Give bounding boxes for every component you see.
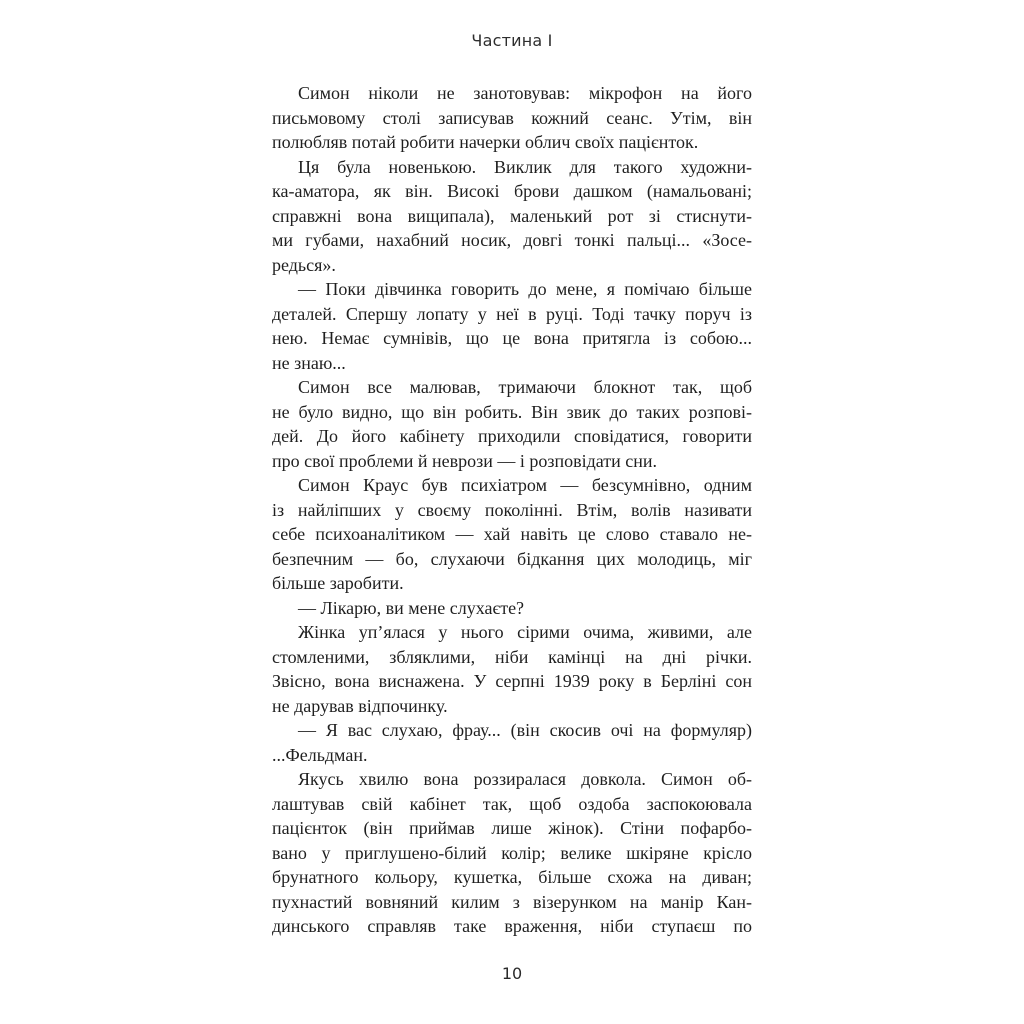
text-line: письмовому столі записував кожний сеанс. Утім, він bbox=[272, 107, 752, 128]
text-line: полюбляв потай робити начерки облич своїх пацієнток. bbox=[272, 132, 699, 152]
text-line: пухнастий вовняний килим з візерунком на манір Кан- bbox=[272, 891, 752, 912]
text-line: деталей. Спершу лопату у неї в руці. Тоді тачку поруч із bbox=[272, 303, 752, 324]
text-line: — Лікарю, ви мене слухаєте? bbox=[298, 597, 525, 618]
text-line: брунатного кольору, кушетка, більше схожа на диван; bbox=[272, 867, 752, 887]
text-line: Симон ніколи не занотовував: мікрофон на його bbox=[298, 83, 752, 103]
text-line: не дарував відпочинку. bbox=[272, 695, 448, 716]
text-line: Жінка уп’ялася у нього сірими очима, живими, але bbox=[298, 622, 752, 642]
text-line: нею. Немає сумнівів, що це вона притягла із собою... bbox=[272, 328, 752, 348]
text-line: Якусь хвилю вона роззиралася довкола. Симон об- bbox=[298, 769, 752, 789]
paragraph bbox=[272, 375, 752, 473]
text-line: не знаю... bbox=[272, 352, 346, 373]
text-line: пацієнток (він приймав лише жінок). Стіни пофарбо- bbox=[272, 818, 752, 838]
text-line: себе психоаналітиком — хай навіть це слово ставало не- bbox=[272, 524, 752, 544]
chapter-running-head: Частина I bbox=[471, 31, 553, 50]
text-line: Звісно, вона виснажена. У серпні 1939 року в Берліні сон bbox=[272, 671, 752, 691]
text-line: — Поки дівчинка говорить до мене, я помічаю більше bbox=[298, 279, 752, 299]
paragraph bbox=[272, 718, 752, 767]
text-line: стомленими, збляклими, ніби камінці на дні річки. bbox=[272, 646, 752, 667]
paragraph bbox=[272, 155, 752, 278]
text-line: редься». bbox=[272, 254, 336, 275]
text-line: Ця була новенькою. Виклик для такого художни- bbox=[298, 156, 752, 177]
text-line: дей. До його кабінету приходили сповідатися, говорити bbox=[272, 426, 752, 446]
text-line: про свої проблеми й неврози — і розповідати сни. bbox=[272, 450, 658, 471]
text-line: Симон Краус був психіатром — безсумнівно, одним bbox=[298, 475, 752, 495]
paragraph bbox=[272, 596, 752, 621]
text-line: вано у приглушено-білий колір; велике шкіряне крісло bbox=[272, 842, 752, 863]
paragraph bbox=[272, 767, 752, 939]
body-text bbox=[272, 81, 752, 939]
paragraph bbox=[272, 81, 752, 155]
paragraph bbox=[272, 473, 752, 596]
text-line: безпечним — бо, слухаючи бідкання цих молодиць, міг bbox=[272, 548, 752, 569]
paragraph bbox=[272, 620, 752, 718]
text-line: лаштував свій кабінет так, щоб оздоба заспокоювала bbox=[272, 793, 752, 814]
text-line: ка-аматора, як він. Високі брови дашком (намальовані; bbox=[272, 181, 752, 201]
text-line: Симон все малював, тримаючи блокнот так, щоб bbox=[298, 377, 752, 397]
text-line: більше заробити. bbox=[272, 573, 404, 593]
text-line: із найліпших у своєму поколінні. Втім, волів називати bbox=[272, 499, 752, 520]
text-line: ...Фельдман. bbox=[272, 744, 368, 765]
page-number: 10 bbox=[501, 964, 523, 983]
text-line: ми губами, нахабний носик, довгі тонкі пальці... «Зосе- bbox=[272, 230, 752, 250]
text-line: не було видно, що він робить. Він звик до таких розпові- bbox=[272, 401, 752, 422]
text-line: динського справляв таке враження, ніби ступаєш по bbox=[272, 916, 752, 936]
text-line: — Я вас слухаю, фрау... (він скосив очі на формуляр) bbox=[298, 720, 752, 740]
text-line: справжні вона вищипала), маленький рот зі стиснути- bbox=[272, 205, 752, 226]
paragraph bbox=[272, 277, 752, 375]
